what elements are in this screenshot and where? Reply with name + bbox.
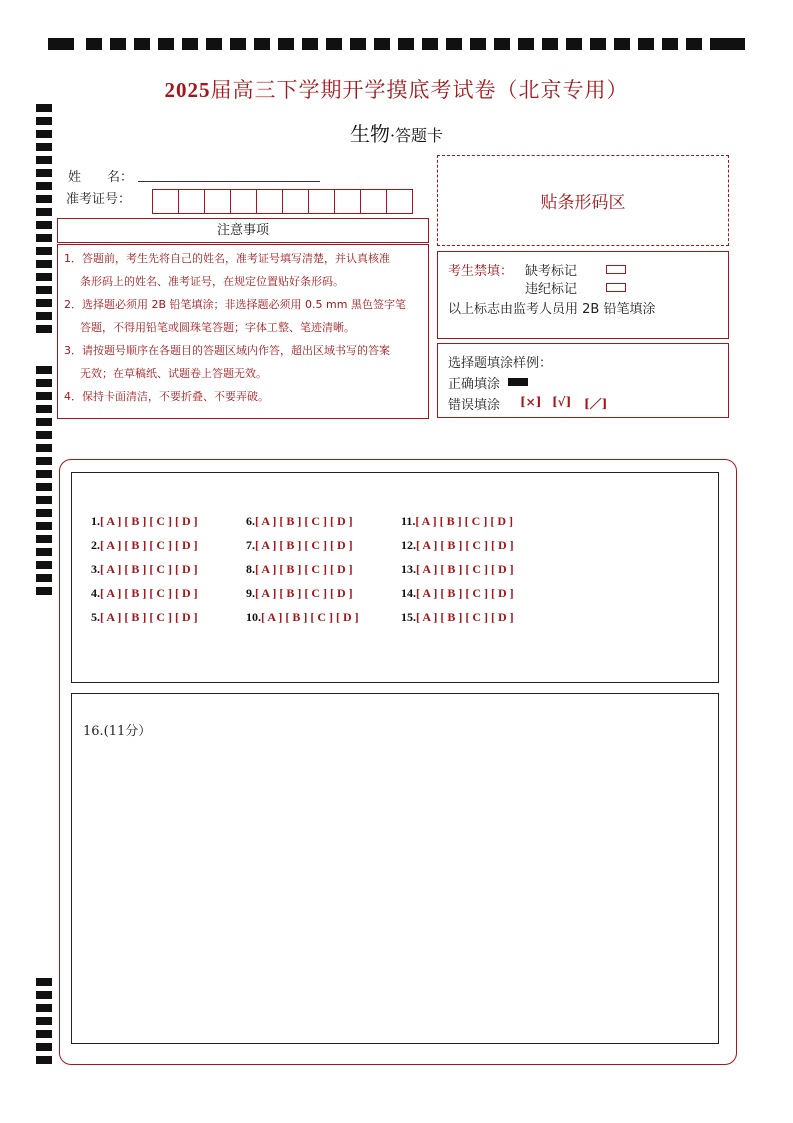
choice-options[interactable]: [ A ] [ B ] [ C ] [ D ] — [416, 538, 514, 552]
barcode-area-label: 贴条形码区 — [540, 193, 626, 213]
choice-row-5[interactable] — [91, 610, 198, 625]
forbidden-label: 考生禁填： — [448, 264, 514, 279]
violation-label: 违纪标记 — [525, 282, 578, 297]
fill-example-heading: 选择题填涂样例： — [448, 356, 553, 371]
question-number: 10. — [246, 610, 261, 624]
title-year: 2025 — [164, 78, 211, 102]
choice-options[interactable]: [ A ] [ B ] [ C ] [ D ] — [255, 562, 353, 576]
question-number: 14. — [401, 586, 416, 600]
choice-options[interactable]: [ A ] [ B ] [ C ] [ D ] — [100, 562, 198, 576]
wrong-mark: [×] — [520, 395, 542, 409]
forbidden-note: 以上标志由监考人员用 2B 铅笔填涂 — [448, 302, 656, 317]
question-16-answer-box[interactable] — [71, 693, 719, 1044]
choice-options[interactable]: [ A ] [ B ] [ C ] [ D ] — [415, 514, 513, 528]
choice-row-3[interactable] — [91, 562, 198, 577]
choice-row-12[interactable] — [401, 538, 514, 553]
correct-fill-sample — [508, 378, 528, 386]
choice-row-4[interactable] — [91, 586, 198, 601]
question-number: 13. — [401, 562, 416, 576]
correct-fill-label: 正确填涂 — [448, 377, 501, 392]
violation-mark-box[interactable] — [606, 283, 626, 292]
notice-line: 1．答题前，考生先将自己的姓名，准考证号填写清楚，并认真核准 — [64, 252, 390, 265]
title-text: 届高三下学期开学摸底考试卷（北京专用） — [210, 78, 629, 102]
choice-options[interactable]: [ A ] [ B ] [ C ] [ D ] — [100, 514, 198, 528]
choice-row-7[interactable] — [246, 538, 353, 553]
question-number: 11. — [401, 514, 416, 528]
choice-options[interactable]: [ A ] [ B ] [ C ] [ D ] — [261, 610, 359, 624]
question-number: 4. — [91, 586, 100, 600]
wrong-mark: [／] — [584, 397, 608, 411]
notice-line: 答题，不得用铅笔或圆珠笔答题；字体工整、笔迹清晰。 — [80, 321, 355, 334]
notice-line: 2．选择题必须用 2B 铅笔填涂；非选择题必须用 0.5 mm 黑色签字笔 — [64, 298, 406, 311]
name-input-line[interactable] — [138, 181, 320, 182]
wrong-mark: [√] — [552, 395, 572, 409]
choice-options[interactable]: [ A ] [ B ] [ C ] [ D ] — [416, 610, 514, 624]
fill-example-box — [437, 343, 729, 418]
notice-box — [57, 244, 429, 419]
exam-id-label: 准考证号： — [66, 192, 132, 207]
barcode-area — [437, 155, 729, 246]
subject-title — [0, 118, 793, 147]
question-number: 15. — [401, 610, 416, 624]
choice-row-1[interactable] — [91, 514, 198, 529]
choice-options[interactable]: [ A ] [ B ] [ C ] [ D ] — [255, 586, 353, 600]
choice-answer-box — [71, 472, 719, 683]
question-number: 2. — [91, 538, 100, 552]
choice-options[interactable]: [ A ] [ B ] [ C ] [ D ] — [255, 514, 353, 528]
choice-row-10[interactable] — [246, 610, 359, 625]
exam-title — [0, 74, 793, 104]
choice-options[interactable]: [ A ] [ B ] [ C ] [ D ] — [416, 562, 514, 576]
notice-line: 4．保持卡面清洁，不要折叠、不要弄破。 — [64, 390, 269, 403]
exam-id-boxes[interactable] — [152, 189, 412, 214]
notice-line: 3．请按题号顺序在各题目的答题区域内作答，超出区域书写的答案 — [64, 344, 390, 357]
choice-options[interactable]: [ A ] [ B ] [ C ] [ D ] — [100, 538, 198, 552]
choice-row-13[interactable] — [401, 562, 514, 577]
choice-row-15[interactable] — [401, 610, 514, 625]
choice-row-14[interactable] — [401, 586, 514, 601]
question-number: 9. — [246, 586, 255, 600]
wrong-fill-label: 错误填涂 — [448, 398, 501, 413]
choice-options[interactable]: [ A ] [ B ] [ C ] [ D ] — [100, 610, 198, 624]
notice-line: 无效；在草稿纸、试题卷上答题无效。 — [80, 367, 267, 380]
question-number: 5. — [91, 610, 100, 624]
choice-row-11[interactable] — [401, 514, 513, 529]
choice-row-9[interactable] — [246, 586, 353, 601]
absent-mark-box[interactable] — [606, 265, 626, 274]
question-number: 7. — [246, 538, 255, 552]
question-number: 12. — [401, 538, 416, 552]
notice-line: 条形码上的姓名、准考证号，在规定位置贴好条形码。 — [80, 275, 344, 288]
question-number: 6. — [246, 514, 255, 528]
timing-marks-top — [48, 38, 745, 52]
question-number: 8. — [246, 562, 255, 576]
question-number: 3. — [91, 562, 100, 576]
choice-options[interactable]: [ A ] [ B ] [ C ] [ D ] — [416, 586, 514, 600]
absent-label: 缺考标记 — [525, 264, 578, 279]
name-label: 姓 名： — [68, 170, 134, 185]
choice-row-2[interactable] — [91, 538, 198, 553]
choice-options[interactable]: [ A ] [ B ] [ C ] [ D ] — [100, 586, 198, 600]
forbidden-box — [437, 251, 729, 339]
notice-heading: 注意事项 — [57, 218, 429, 243]
subject-suffix: ·答题卡 — [389, 126, 444, 145]
choice-row-8[interactable] — [246, 562, 353, 577]
choice-options[interactable]: [ A ] [ B ] [ C ] [ D ] — [255, 538, 353, 552]
question-number: 1. — [91, 514, 100, 528]
subject-name: 生物 — [349, 122, 390, 146]
question-16-label: 16.(11分） — [83, 724, 152, 739]
choice-row-6[interactable] — [246, 514, 353, 529]
